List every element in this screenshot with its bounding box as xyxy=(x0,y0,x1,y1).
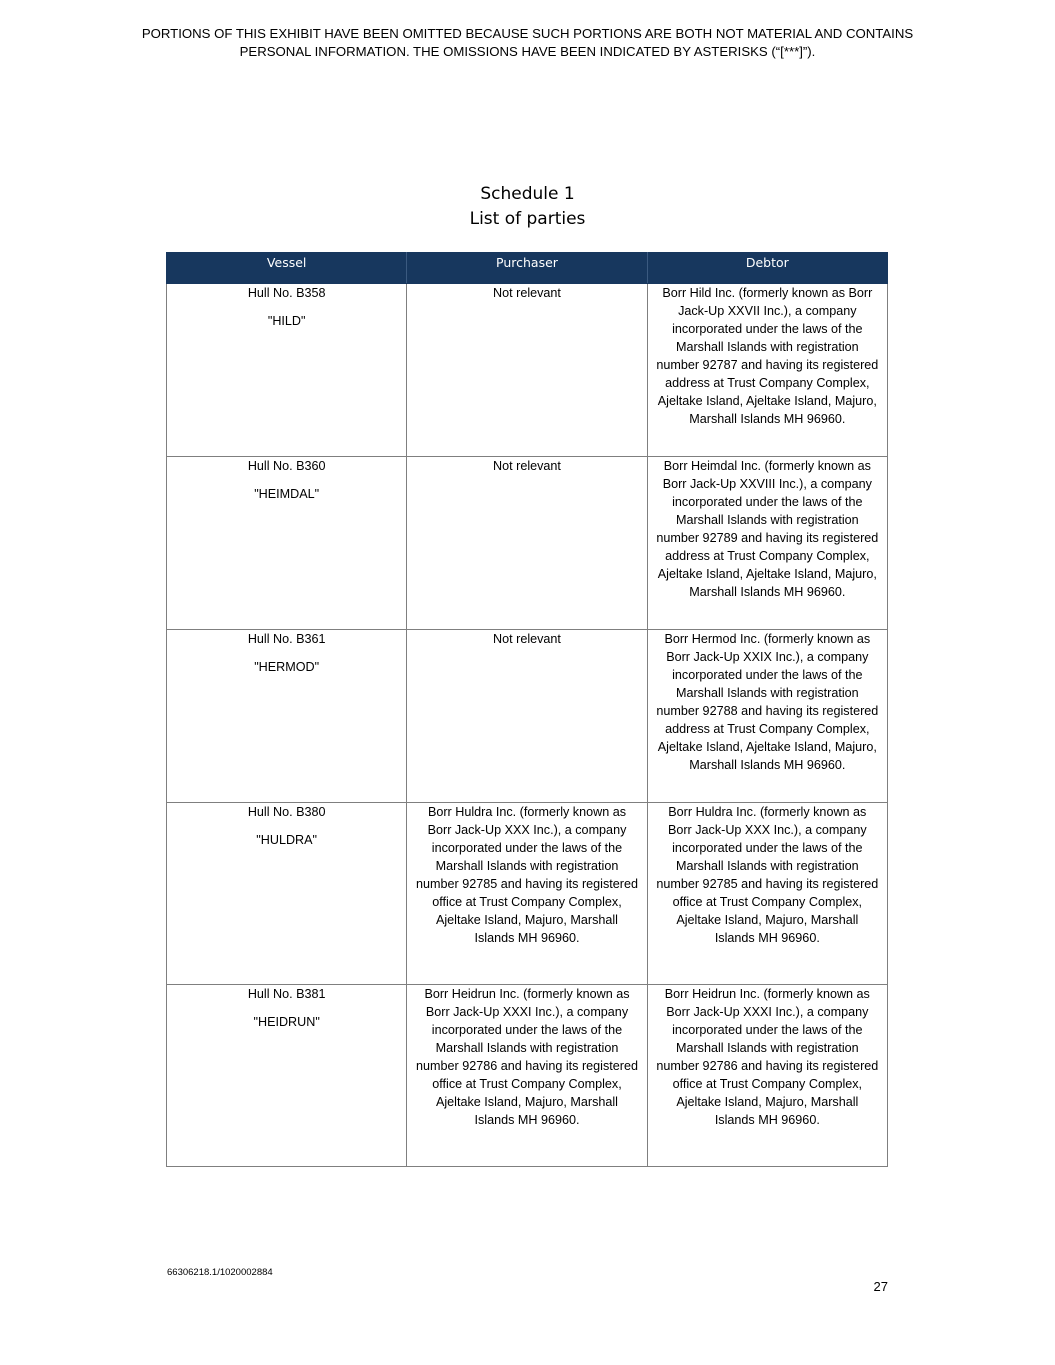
parties-table xyxy=(166,252,888,1167)
hull-number: Hull No. B381 xyxy=(247,987,326,1001)
debtor-cell: Borr Hild Inc. (formerly known as Borr Jack-Up XXVII Inc.), a company incorporated under the laws of the Marshall Islands with registration number 92787 and having its registered address at Trust Company Complex, Ajeltake Island, Ajeltake Island, Majuro, Marshall Islands MH 96960. xyxy=(647,284,887,457)
hull-number: Hull No. B360 xyxy=(247,459,326,473)
table-row xyxy=(167,630,888,803)
schedule-subtitle: List of parties xyxy=(469,209,586,229)
table-header-row xyxy=(167,253,888,284)
table-row xyxy=(167,284,888,457)
page-number: 27 xyxy=(873,1279,888,1294)
debtor-cell: Borr Heidrun Inc. (formerly known as Borr Jack-Up XXXI Inc.), a company incorporated under the laws of the Marshall Islands with registration number 92786 and having its registered office at Trust Company Complex, Ajeltake Island, Majuro, Marshall Islands MH 96960. xyxy=(647,985,887,1167)
schedule-title: Schedule 1 xyxy=(480,184,575,204)
debtor-cell: Borr Huldra Inc. (formerly known as Borr Jack-Up XXX Inc.), a company incorporated under the laws of the Marshall Islands with registration number 92785 and having its registered office at Trust Company Complex, Ajeltake Island, Majuro, Marshall Islands MH 96960. xyxy=(647,803,887,985)
vessel-cell xyxy=(167,985,407,1167)
purchaser-cell: Borr Huldra Inc. (formerly known as Borr Jack-Up XXX Inc.), a company incorporated under the laws of the Marshall Islands with registration number 92785 and having its registered office at Trust Company Complex, Ajeltake Island, Majuro, Marshall Islands MH 96960. xyxy=(407,803,647,985)
column-header-vessel: Vessel xyxy=(167,253,407,284)
vessel-name: "HILD" xyxy=(267,314,306,328)
vessel-cell xyxy=(167,284,407,457)
column-header-debtor: Debtor xyxy=(647,253,887,284)
purchaser-cell: Not relevant xyxy=(407,284,647,457)
purchaser-cell: Borr Heidrun Inc. (formerly known as Borr Jack-Up XXXI Inc.), a company incorporated under the laws of the Marshall Islands with registration number 92786 and having its registered office at Trust Company Complex, Ajeltake Island, Majuro, Marshall Islands MH 96960. xyxy=(407,985,647,1167)
purchaser-cell: Not relevant xyxy=(407,630,647,803)
vessel-name: "HEIDRUN" xyxy=(253,1015,320,1029)
table-row xyxy=(167,803,888,985)
hull-number: Hull No. B358 xyxy=(247,286,326,300)
vessel-cell xyxy=(167,457,407,630)
hull-number: Hull No. B380 xyxy=(247,805,326,819)
schedule-title-block xyxy=(0,182,1055,232)
table-row xyxy=(167,457,888,630)
vessel-name: "HULDRA" xyxy=(256,833,318,847)
column-header-purchaser: Purchaser xyxy=(407,253,647,284)
vessel-cell xyxy=(167,803,407,985)
header-notice: PORTIONS OF THIS EXHIBIT HAVE BEEN OMITTED BECAUSE SUCH PORTIONS ARE BOTH NOT MATERIAL AND CONTAINS PERSONAL INFORMATION. THE OMISSIONS HAVE BEEN INDICATED BY ASTERISKS (“[***]”). xyxy=(141,26,914,59)
debtor-cell: Borr Hermod Inc. (formerly known as Borr Jack-Up XXIX Inc.), a company incorporated under the laws of the Marshall Islands with registration number 92788 and having its registered address at Trust Company Complex, Ajeltake Island, Ajeltake Island, Majuro, Marshall Islands MH 96960. xyxy=(647,630,887,803)
document-reference: 66306218.1/1020002884 xyxy=(167,1267,273,1278)
table-row xyxy=(167,985,888,1167)
vessel-cell xyxy=(167,630,407,803)
purchaser-cell: Not relevant xyxy=(407,457,647,630)
hull-number: Hull No. B361 xyxy=(247,632,326,646)
vessel-name: "HEIMDAL" xyxy=(254,487,320,501)
debtor-cell: Borr Heimdal Inc. (formerly known as Borr Jack-Up XXVIII Inc.), a company incorporated under the laws of the Marshall Islands with registration number 92789 and having its registered address at Trust Company Complex, Ajeltake Island, Ajeltake Island, Majuro, Marshall Islands MH 96960. xyxy=(647,457,887,630)
vessel-name: "HERMOD" xyxy=(254,660,320,674)
